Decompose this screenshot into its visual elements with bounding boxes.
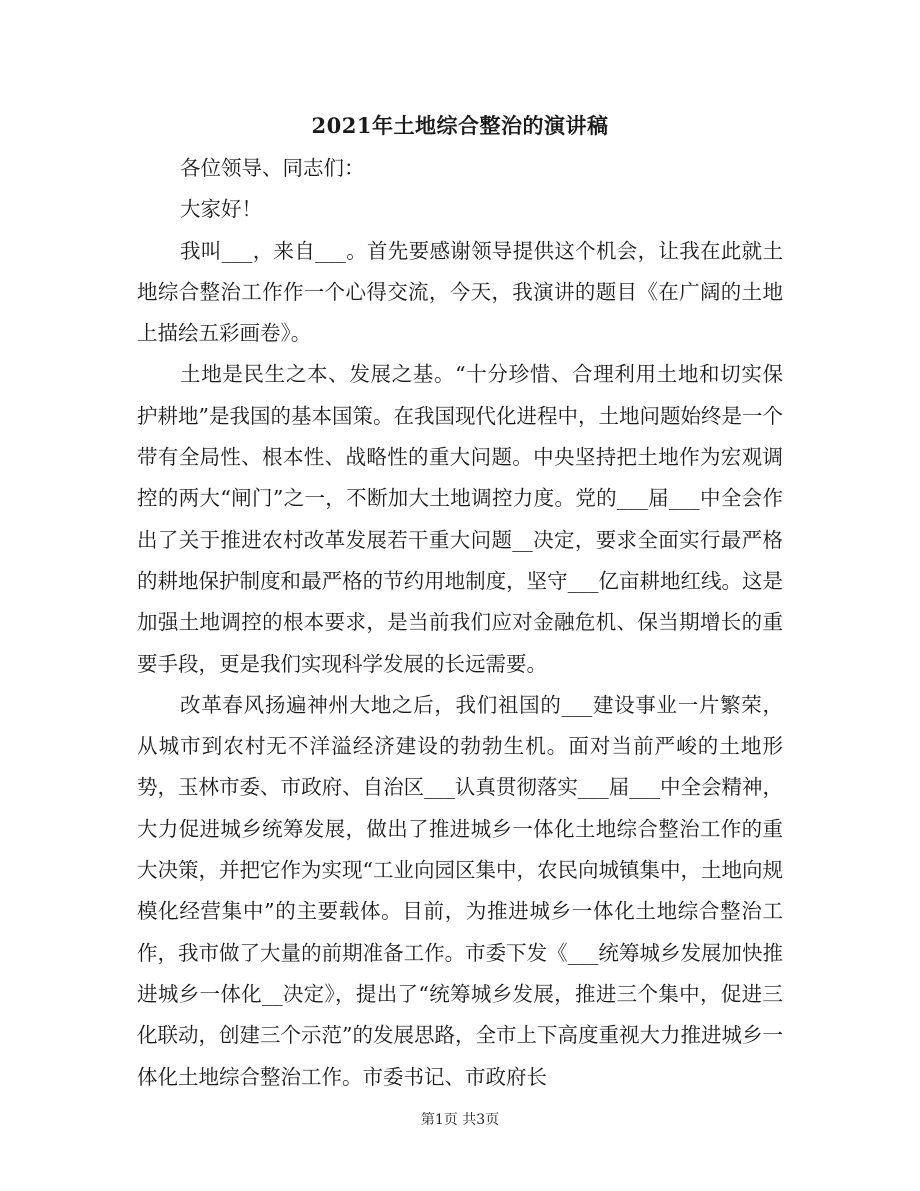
document-body [137,148,783,1098]
document-title: 2021年土地综合整治的演讲稿 [311,113,609,138]
body-paragraph: 改革春风扬遍神州大地之后，我们祖国的___建设事业一片繁荣，从城市到农村无不洋溢经济建设的勃勃生机。面对当前严峻的土地形势，玉林市委、市政府、自治区___认真贯彻落实___届___中全会精神，大力促进城乡统筹发展，做出了推进城乡一体化土地综合整治工作的重大决策，并把它作为实现“工业向园区集中，农民向城镇集中，土地向规模化经营集中”的主要载体。目前，为推进城乡一体化土地综合整治工作，我市做了大量的前期准备工作。市委下发《___统筹城乡发展加快推进城乡一体化__决定》，提出了“统筹城乡发展，推进三个集中，促进三化联动，创建三个示范”的发展思路，全市上下高度重视大力推进城乡一体化土地综合整治工作。市委书记、市政府长 [137,692,783,1089]
body-paragraph: 我叫___，来自___。首先要感谢领导提供这个机会，让我在此就土地综合整治工作作一个心得交流，今天，我演讲的题目《在广阔的土地上描绘五彩画卷》。 [137,238,783,346]
body-paragraph: 土地是民生之本、发展之基。“十分珍惜、合理利用土地和切实保护耕地”是我国的基本国策。在我国现代化进程中，土地问题始终是一个带有全局性、根本性、战略性的重大问题。中央坚持把土地作为宏观调控的两大“闸门”之一，不断加大土地调控力度。党的___届___中全会作出了关于推进农村改革发展若干重大问题__决定，要求全面实行最严格的耕地保护制度和最严格的节约用地制度，坚守___亿亩耕地红线。这是加强土地调控的根本要求，是当前我们应对金融危机、保当期增长的重要手段，更是我们实现科学发展的长远需要。 [137,362,783,676]
page-indicator: 第1页 共3页 [420,1112,500,1128]
salutation-paragraph: 各位领导、同志们： [180,156,365,180]
greeting-paragraph: 大家好！ [180,197,263,222]
